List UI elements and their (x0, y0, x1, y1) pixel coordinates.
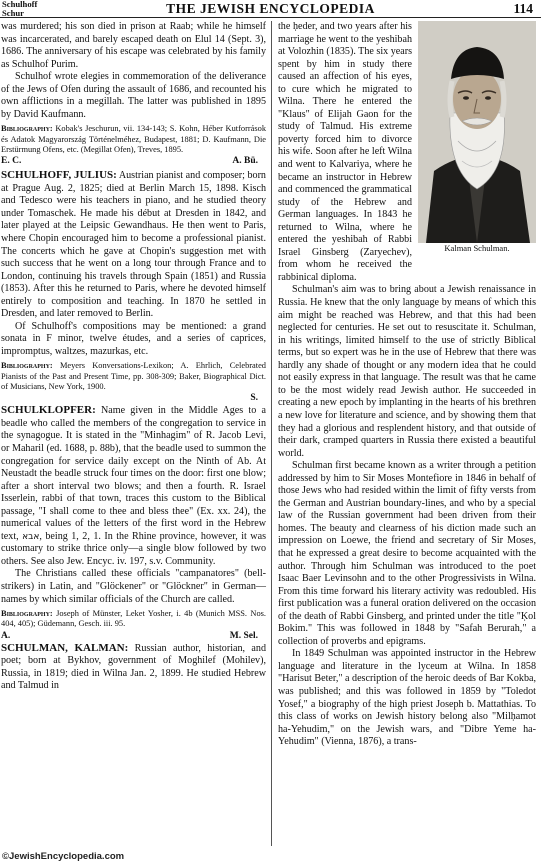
header-rule (0, 17, 541, 18)
bibliography-label: Bibliography: (1, 124, 53, 134)
page-footer (0, 847, 541, 863)
signature-line (1, 392, 266, 404)
entry-title: SCHULMAN, KALMAN: (1, 641, 129, 654)
paragraph: The Christians called these officials "campanatores" (bell-strikers) in Latin, and "Glöckener" or "Glöckner" in German—names by which similar officials of the Church are called. (1, 568, 266, 605)
portrait-image (418, 21, 536, 243)
paragraph: Of Schulhoff's compositions may be mentioned: a grand sonata in F minor, twelve études, and a series of caprices, impromptus, waltzes, mazurkas, etc. (1, 320, 266, 357)
portrait-caption: Kalman Schulman. (444, 243, 510, 253)
bibliography-text: Joseph of Münster, Leket Yosher, i. 4b (Munich MSS. Nos. 404, 405); Güdemann, Gesch. iii. 95. (1, 609, 266, 629)
running-head-first: Schulhoff (2, 0, 38, 9)
bibliography (1, 361, 266, 392)
signature-initials-right: M. Sel. (229, 630, 258, 641)
entry-schulhoff-julius (1, 169, 266, 321)
left-column (1, 21, 266, 693)
signature-line (1, 155, 266, 167)
bibliography-text: Kobak's Jeschurun, vii. 134-143; S. Kohn, Héber Kutforrások és Adatok Magyarország Történelméhez, Budapest, 1881; D. Kaufmann, Die Erstürmung Ofens, etc. (Megillat Ofen), Treves, 1895. (1, 124, 267, 154)
bibliography-text: Meyers Konversations-Lexikon; A. Ehrlich, Celebrated Pianists of the Past and Present Time, pp. 308-309; Baker, Biographical Dict. of Musicians, New York, 1900. (1, 361, 266, 392)
hebrew-word: אבא (22, 531, 40, 542)
bibliography (1, 124, 266, 155)
bibliography-label: Bibliography: (1, 609, 53, 619)
bibliography-label: Bibliography: (1, 361, 53, 371)
entry-text-continued: , being 1, 2, 1. In the Rhine province, however, it was customary to strike thrice only—a single blow followed by two others. See also Jew. Encyc. iv. 197, s.v. Community. (1, 530, 266, 567)
paragraph: Schulhof wrote elegies in commemoration of the deliverance of the Jews of Ofen during the assault of 1686, and recounted his own afflictions in a megillah. The latter was published in 1895 by David Kaufmann. (1, 71, 266, 120)
paragraph: was murdered; his son died in prison at Raab; while he himself was incarcerated, and barely escaped death on Elul 14 (Sept. 3), 1686. The anniversary of his escape was celebrated by his family as Schulhof Purim. (1, 21, 266, 70)
signature-initials-left: A. (1, 630, 11, 641)
signature-initials-left: E. C. (1, 156, 22, 167)
portrait-figure (418, 21, 536, 259)
entry-schulman-kalman (1, 642, 266, 693)
entry-text: Austrian pianist and composer; born at Prague Aug. 2, 1825; died at Berlin March 15, 1898. Kisch and Tedesco were his teachers in piano, and he studied theory under Tomaschek. He made his début at Dresden in 1842, and later played at the Leipsic Gewandhaus. He then went to Paris, where Chopin encouraged him to become a professional pianist. The concerts which he gave at Chopin's suggestion met with such success that he went on a long tour through France and to London, continuing his travels through Spain (1851) and Russia (1853). After this he returned to Paris, where he devoted himself entirely to composition and teaching. In 1870 he settled in Dresden, and later removed to Berlin. (1, 170, 266, 320)
signature-initials-right: A. Bü. (232, 156, 258, 167)
entry-title: SCHULKLOPFER: (1, 404, 96, 417)
right-column (278, 21, 536, 749)
signature-line (1, 630, 266, 642)
bibliography (1, 609, 266, 630)
running-head-last: Schur (2, 8, 24, 18)
paragraph: the ḥeder, and two years after his marriage he went to the yeshibah at Volozhin (1835). The six years spent by him in study there caused an affection of his eyes, to cure which he migrated to Wilna. There he entered the "Klaus" of Elijah Gaon for the study of Talmud. His extreme poverty forced him to divorce his wife. Soon after he left Wilna and went to Kalvariya, where he became an instructor in Hebrew and commenced the grammatical study of the Hebrew and German languages. In 1843 he returned to Wilna, where he entered the yeshibah of Rabbi Israel Ginsberg (Zaryechev), from whom he received the rabbinical diploma. (278, 21, 413, 283)
paragraph: Schulman's aim was to bring about a Jewish renaissance in Russia. He knew that the only language by means of which this aim might be reached was Hebrew, and that this had been neglected for centuries. He set out to resuscitate it. Schulman, in his writings, limited himself to the use of strictly Biblical terms, but so expert was he in the use of Hebrew that there was hardly any shade of thought or any modern idea that he could not easily express in that language. The result was that he came to be the most widely read Jewish author. He succeeded in creating a new epoch by implanting in the hearts of his brethren a new love for literature and science, and by showing them that they had a glorious and resplendent history, and that outside of their dark, cramped quarters in Russia there existed a beautiful world. (278, 284, 536, 459)
signature-initials-right: S. (250, 393, 258, 404)
entry-text: Russian author, historian, and poet; born at Bykhov, government of Moghilef (Mohilev), Russia, in 1819; died in Wilna Jan. 2, 1899. He studied Hebrew and Talmud in (1, 642, 266, 692)
publication-title: THE JEWISH ENCYCLOPEDIA (166, 1, 375, 16)
entry-title: SCHULHOFF, JULIUS: (1, 169, 117, 182)
paragraph: In 1849 Schulman was appointed instructor in the Hebrew language and literature in the lyceum at Wilna. In 1858 "Harisut Beter," a description of the heroic deeds of Bar Kokba, was published; and this was followed in 1859 by "Toledot Yosef," a biography of the high priest Joseph b. Mattathias. To this class of works on Jewish history belong also "Milḥamot ha-Yehudim," on the Jewish wars, and "Dibre Yeme ha-Yehudim" (Vienna, 1876), a trans- (278, 648, 536, 748)
column-divider (271, 21, 272, 846)
page-number: 114 (513, 1, 533, 16)
entry-schulklopfer (1, 404, 266, 568)
entry-text: Name given in the Middle Ages to a beadle who called the members of the congregation to service in the synagogue. It is stated in the "Minhagim" of R. Jacob Levi, or Maharil (ed. 1688, p. 88b), that the beadle used to summon the congregation for service daily except on the Ninth of Ab. At Neustadt the beadle struck four times on the door: first one blow; after a short interval two blows; and then a fourth. R. Israel Isserlein, rabbi of that town, traces this custom to the Biblical passage, "I shall come to thee and bless thee" (Ex. xx. 24), the numerical values of the letters of the first word in the Hebrew text, (1, 405, 266, 542)
source-link[interactable]: ©JewishEncyclopedia.com (2, 851, 125, 862)
paragraph: Schulman first became known as a writer through a petition addressed by him to Sir Moses Montefiore in 1846 in behalf of those Jews who had resided within the limit of fifty versts from the German and Austrian boundary-lines, and who by a special law of the Russian government had been driven from their homes. The beauty and clearness of his diction made such an impression on Loewe, the friend and secretary of Sir Moses, that he expressed a great desire to become acquainted with the author. Through him Schulman was introduced to the poet Isaac Baer Levinsohn and to the other Progressivists in Wilna. From this time forward his literary activity was redoubled. His first publication was a funeral oration delivered on the occasion of the death of Rabbi Ginsberg, and printed under the title "Ḳol Bokim." This was followed in 1848 by "Safah Berurah," a collection of proverbs and epigrams. (278, 460, 536, 647)
page-header (0, 0, 541, 18)
